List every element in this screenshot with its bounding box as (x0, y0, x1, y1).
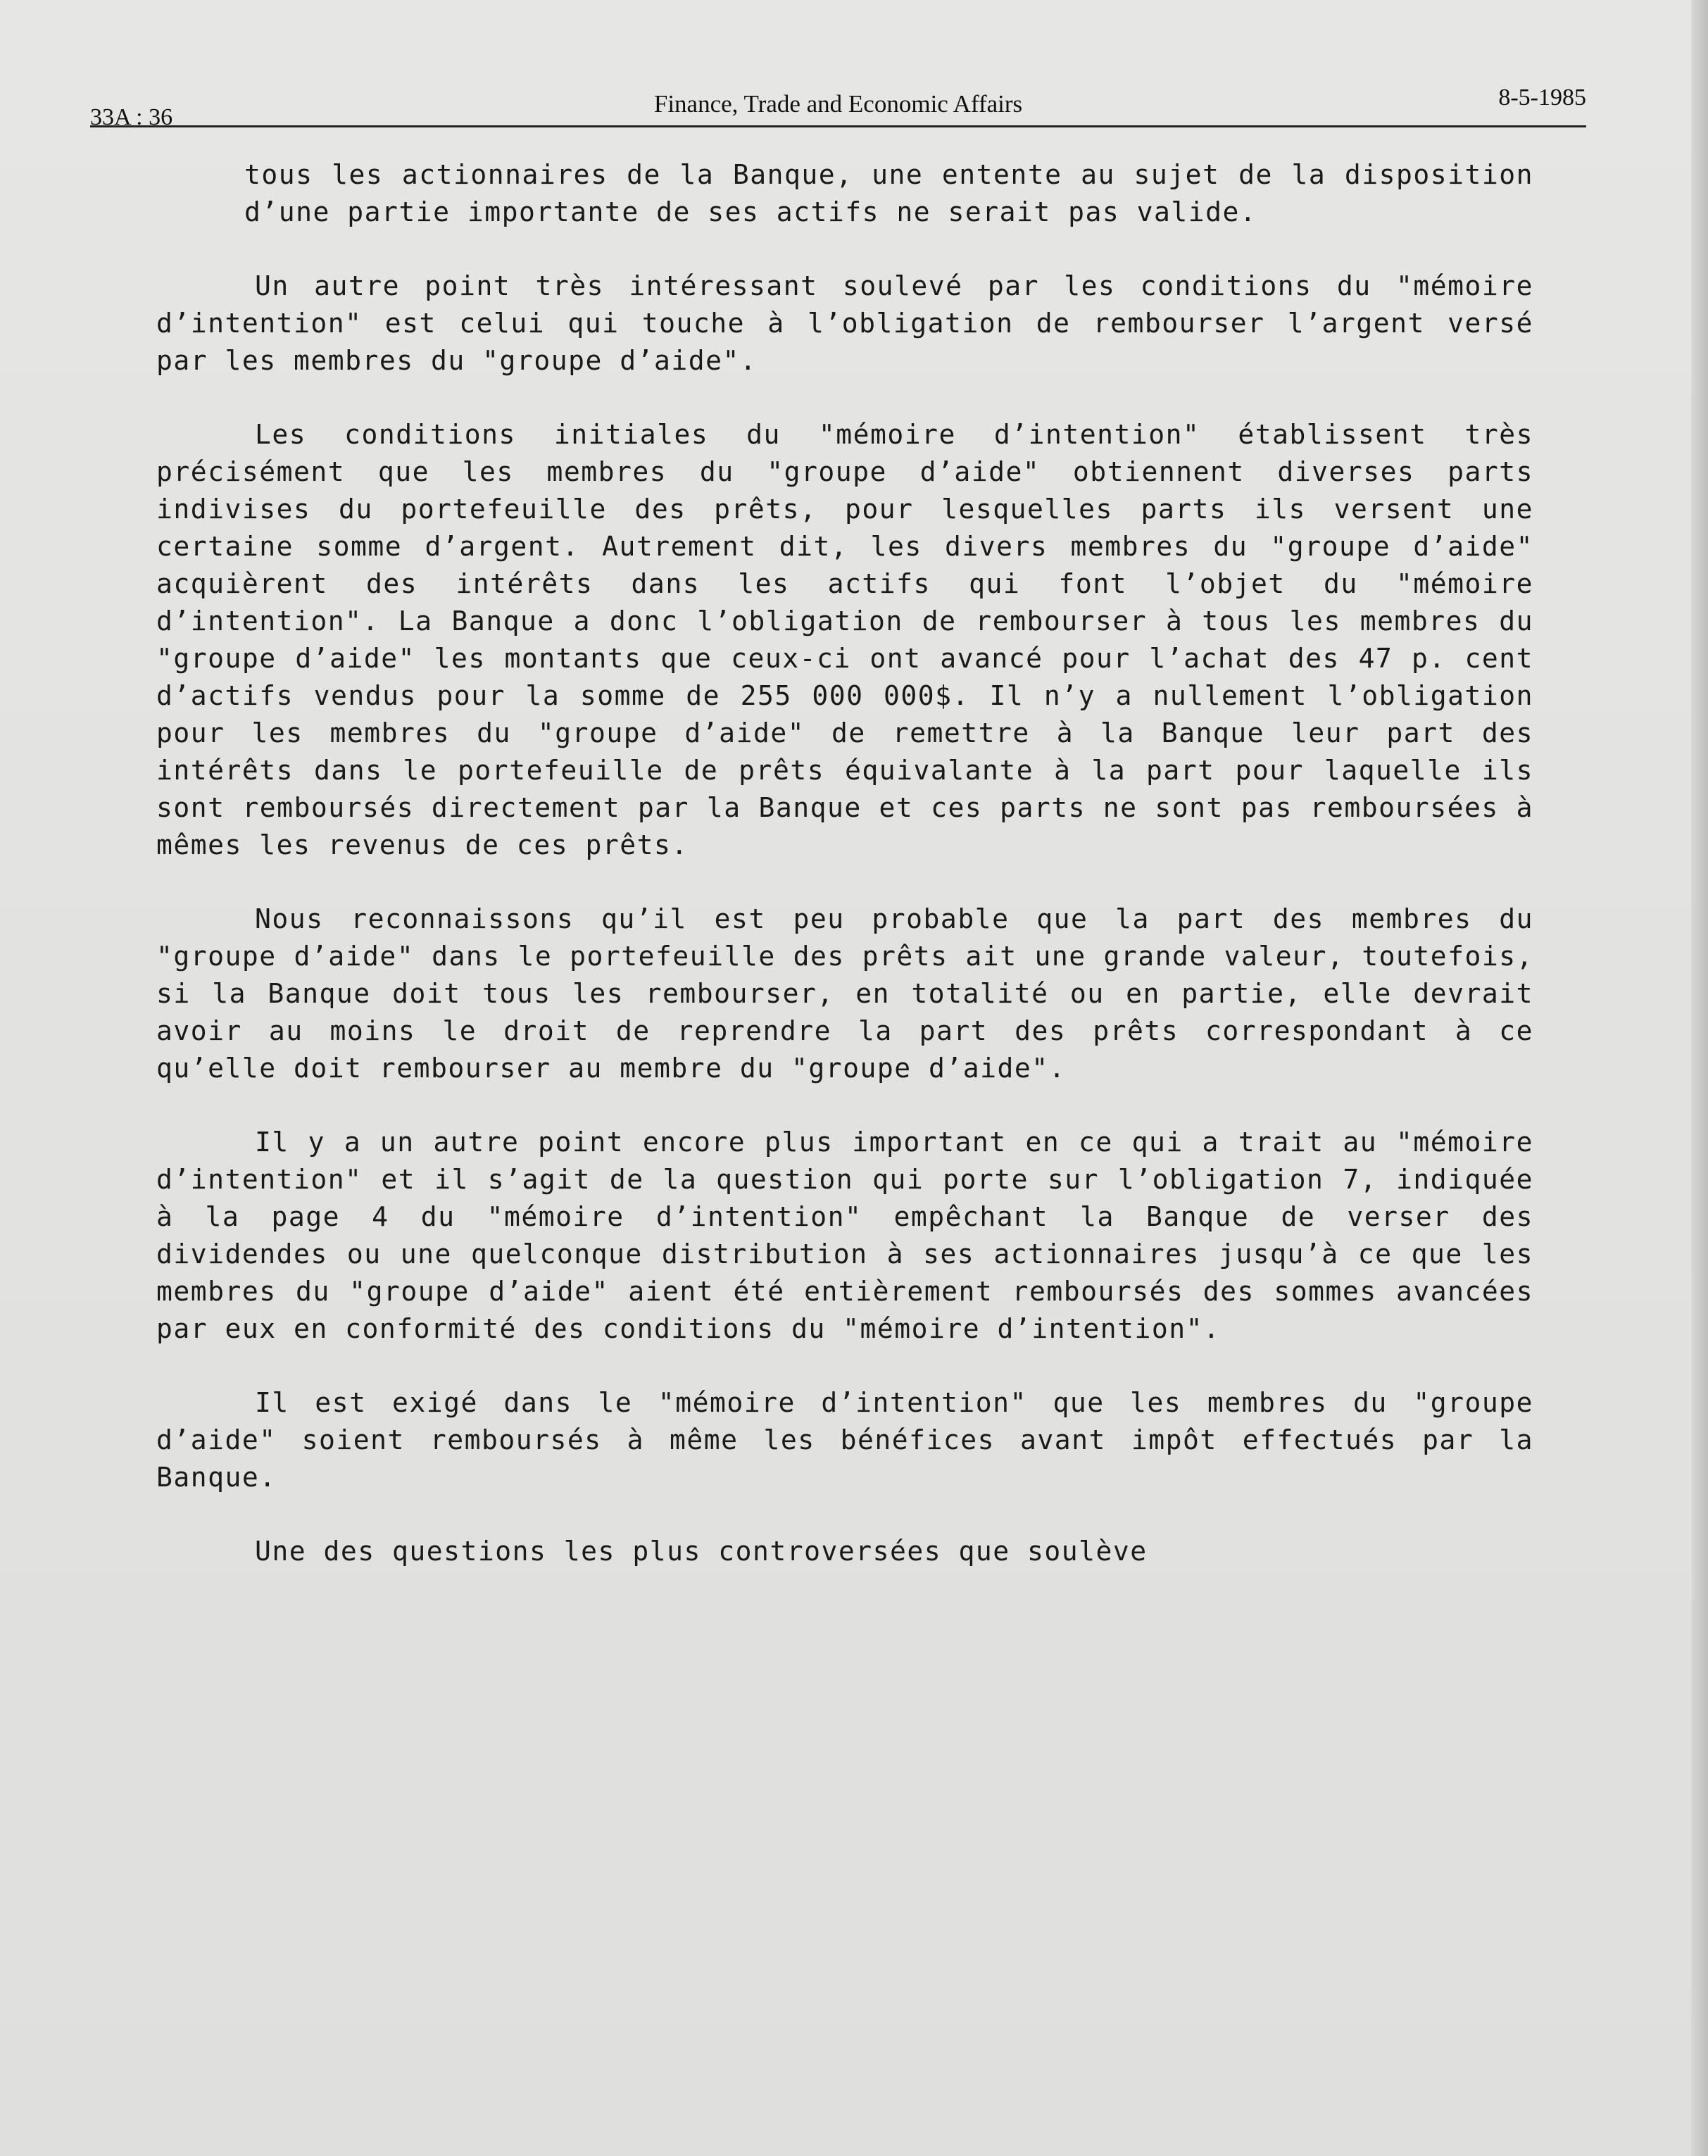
paragraph-5: Il y a un autre point encore plus important en ce qui a trait au "mémoire d’intention" et il s’agit de la question qui porte sur l’obligation 7, indiquée à la page 4 du "mémoire d’intention" empêchant la Banque de verser des dividendes ou une quelconque distribution à ses actionnaires jusqu’à ce que les membres du "groupe d’aide" aient été entièrement remboursés des sommes avancées par eux en conformité des conditions du "mémoire d’intention". (156, 1127, 1533, 1344)
running-title: Finance, Trade and Economic Affairs (653, 90, 1023, 118)
paragraph-3: Les conditions initiales du "mémoire d’intention" établissent très précisément que les membres du "groupe d’aide" obtiennent diverses parts indivises du portefeuille des prêts, pour lesquelles parts ils versent une certaine somme d’argent. Autrement dit, les divers membres du "groupe d’aide" acquièrent des intérêts dans les actifs qui font l’objet du "mémoire d’intention". La Banque a donc l’obligation de rembourser à tous les membres du "groupe d’aide" les montants que ceux-ci ont avancé pour l’achat des 47 p. cent d’actifs vendus pour la somme de 255 000 000$. Il n’y a nullement l’obligation pour les membres du "groupe d’aide" de remettre à la Banque leur part des intérêts dans le portefeuille de prêts équivalante à la part pour laquelle ils sont remboursés directement par la Banque et ces parts ne sont pas remboursées à mêmes les revenus de ces prêts. (156, 419, 1533, 860)
header-date: 8-5-1985 (1498, 84, 1586, 111)
page-edge-shadow (1691, 0, 1708, 2156)
paragraph-4: Nous reconnaissons qu’il est peu probable que la part des membres du "groupe d’aide" dans le portefeuille des prêts ait une grande valeur, toutefois, si la Banque doit tous les rembourser, en totalité ou en partie, elle devrait avoir au moins le droit de reprendre la part des prêts correspondant à ce qu’elle doit rembourser au membre du "groupe d’aide". (156, 903, 1533, 1084)
document-body (156, 156, 1533, 1607)
page-identifier: 33A : 36 (90, 104, 173, 130)
paragraph-2: Un autre point très intéressant soulevé par les conditions du "mémoire d’intention" est celui qui touche à l’obligation de rembourser l’argent versé par les membres du "groupe d’aide". (156, 270, 1533, 376)
paragraph-1: tous les actionnaires de la Banque, une entente au sujet de la disposition d’une partie importante de ses actifs ne serait pas valide. (244, 159, 1533, 227)
paragraph-6: Il est exigé dans le "mémoire d’intention" que les membres du "groupe d’aide" soient remboursés à même les bénéfices avant impôt effectués par la Banque. (156, 1387, 1533, 1493)
page-header (90, 83, 1586, 130)
paragraph-7: Une des questions les plus controversées que soulève (255, 1536, 1148, 1567)
